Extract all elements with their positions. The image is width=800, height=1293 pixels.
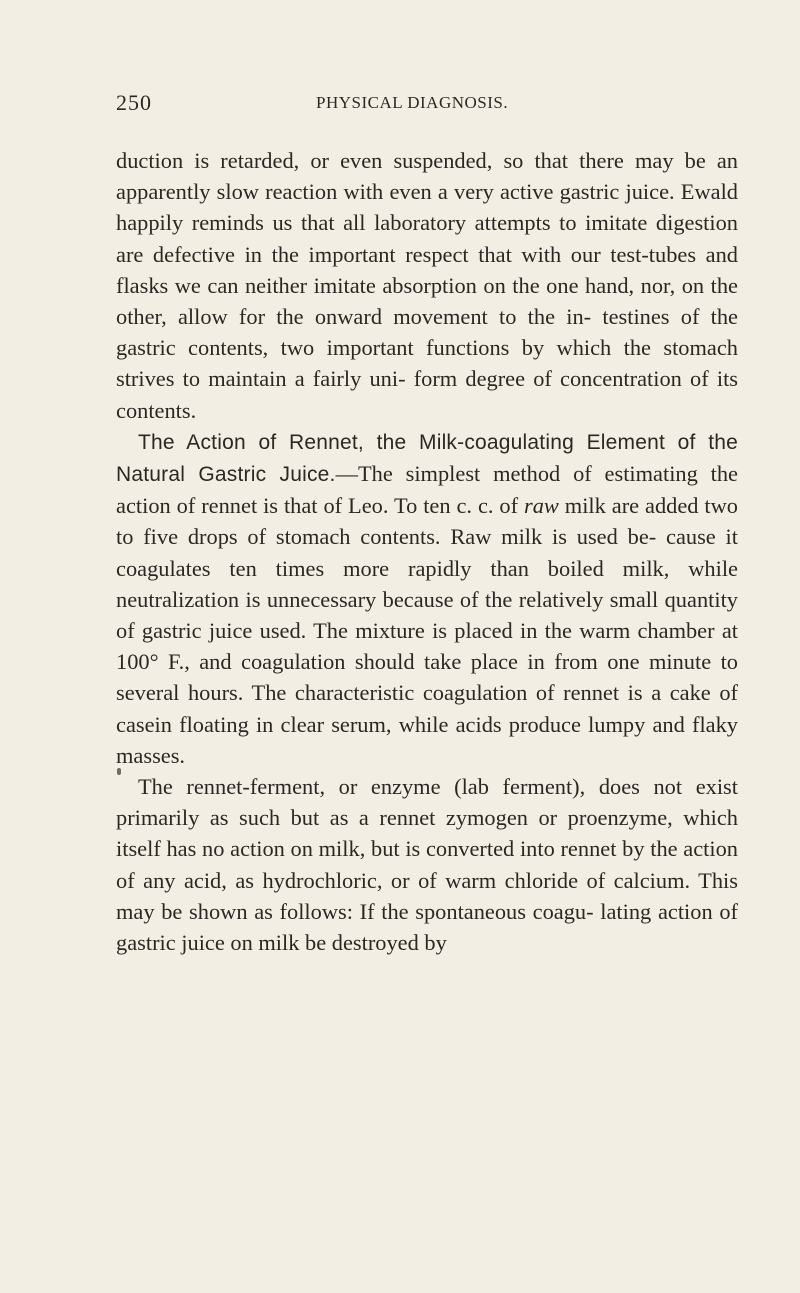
italic-word: raw: [524, 493, 559, 519]
paragraph-2-text-a: —The simplest method of estimating the action of rennet is that of Leo. To ten c. c. of: [116, 461, 738, 519]
running-header: [116, 90, 716, 120]
ink-speck: [117, 768, 121, 775]
paragraph-1: duction is retarded, or even suspended, so that there may be an apparently slow reaction with even a very active gastric juice. Ewald happily reminds us that all laboratory attempts to imitate digestion are defective in the important respect that with our test-tubes and flasks we can neither imitate absorption on the one hand, nor, on the other, allow for the onward movement to the in- testines of the gastric contents, two important functions by which the stomach strives to maintain a fairly uni- form degree of concentration of its contents.: [116, 148, 738, 423]
page-number: 250: [116, 90, 152, 115]
paragraph-2-text-b: milk are added two to five drops of stomach contents. Raw milk is used be- cause it coagulates ten times more rapidly than boiled milk, while neutralization is unnecessary because of the relatively small quantity of gastric juice used. The mixture is placed in the warm chamber at 100° F., and coagulation should take place in from one minute to several hours. The characteristic coagulation of rennet is a cake of casein floating in clear serum, while acids produce lumpy and flaky masses.: [116, 493, 738, 768]
body-text: [116, 145, 738, 958]
paragraph-3: The rennet-ferment, or enzyme (lab ferment), does not exist primarily as such but as a rennet zymogen or proenzyme, which itself has no action on milk, but is converted into rennet by the action of any acid, as hydrochloric, or of warm chloride of calcium. This may be shown as follows: If the spontaneous coagu- lating action of gastric juice on milk be destroyed by: [116, 774, 738, 956]
section-heading: The Action of Rennet, the Milk-coagulating Element of the Natural Gastric Juice.: [116, 430, 738, 487]
running-title: PHYSICAL DIAGNOSIS.: [316, 93, 509, 112]
paragraph-2: [116, 426, 738, 771]
